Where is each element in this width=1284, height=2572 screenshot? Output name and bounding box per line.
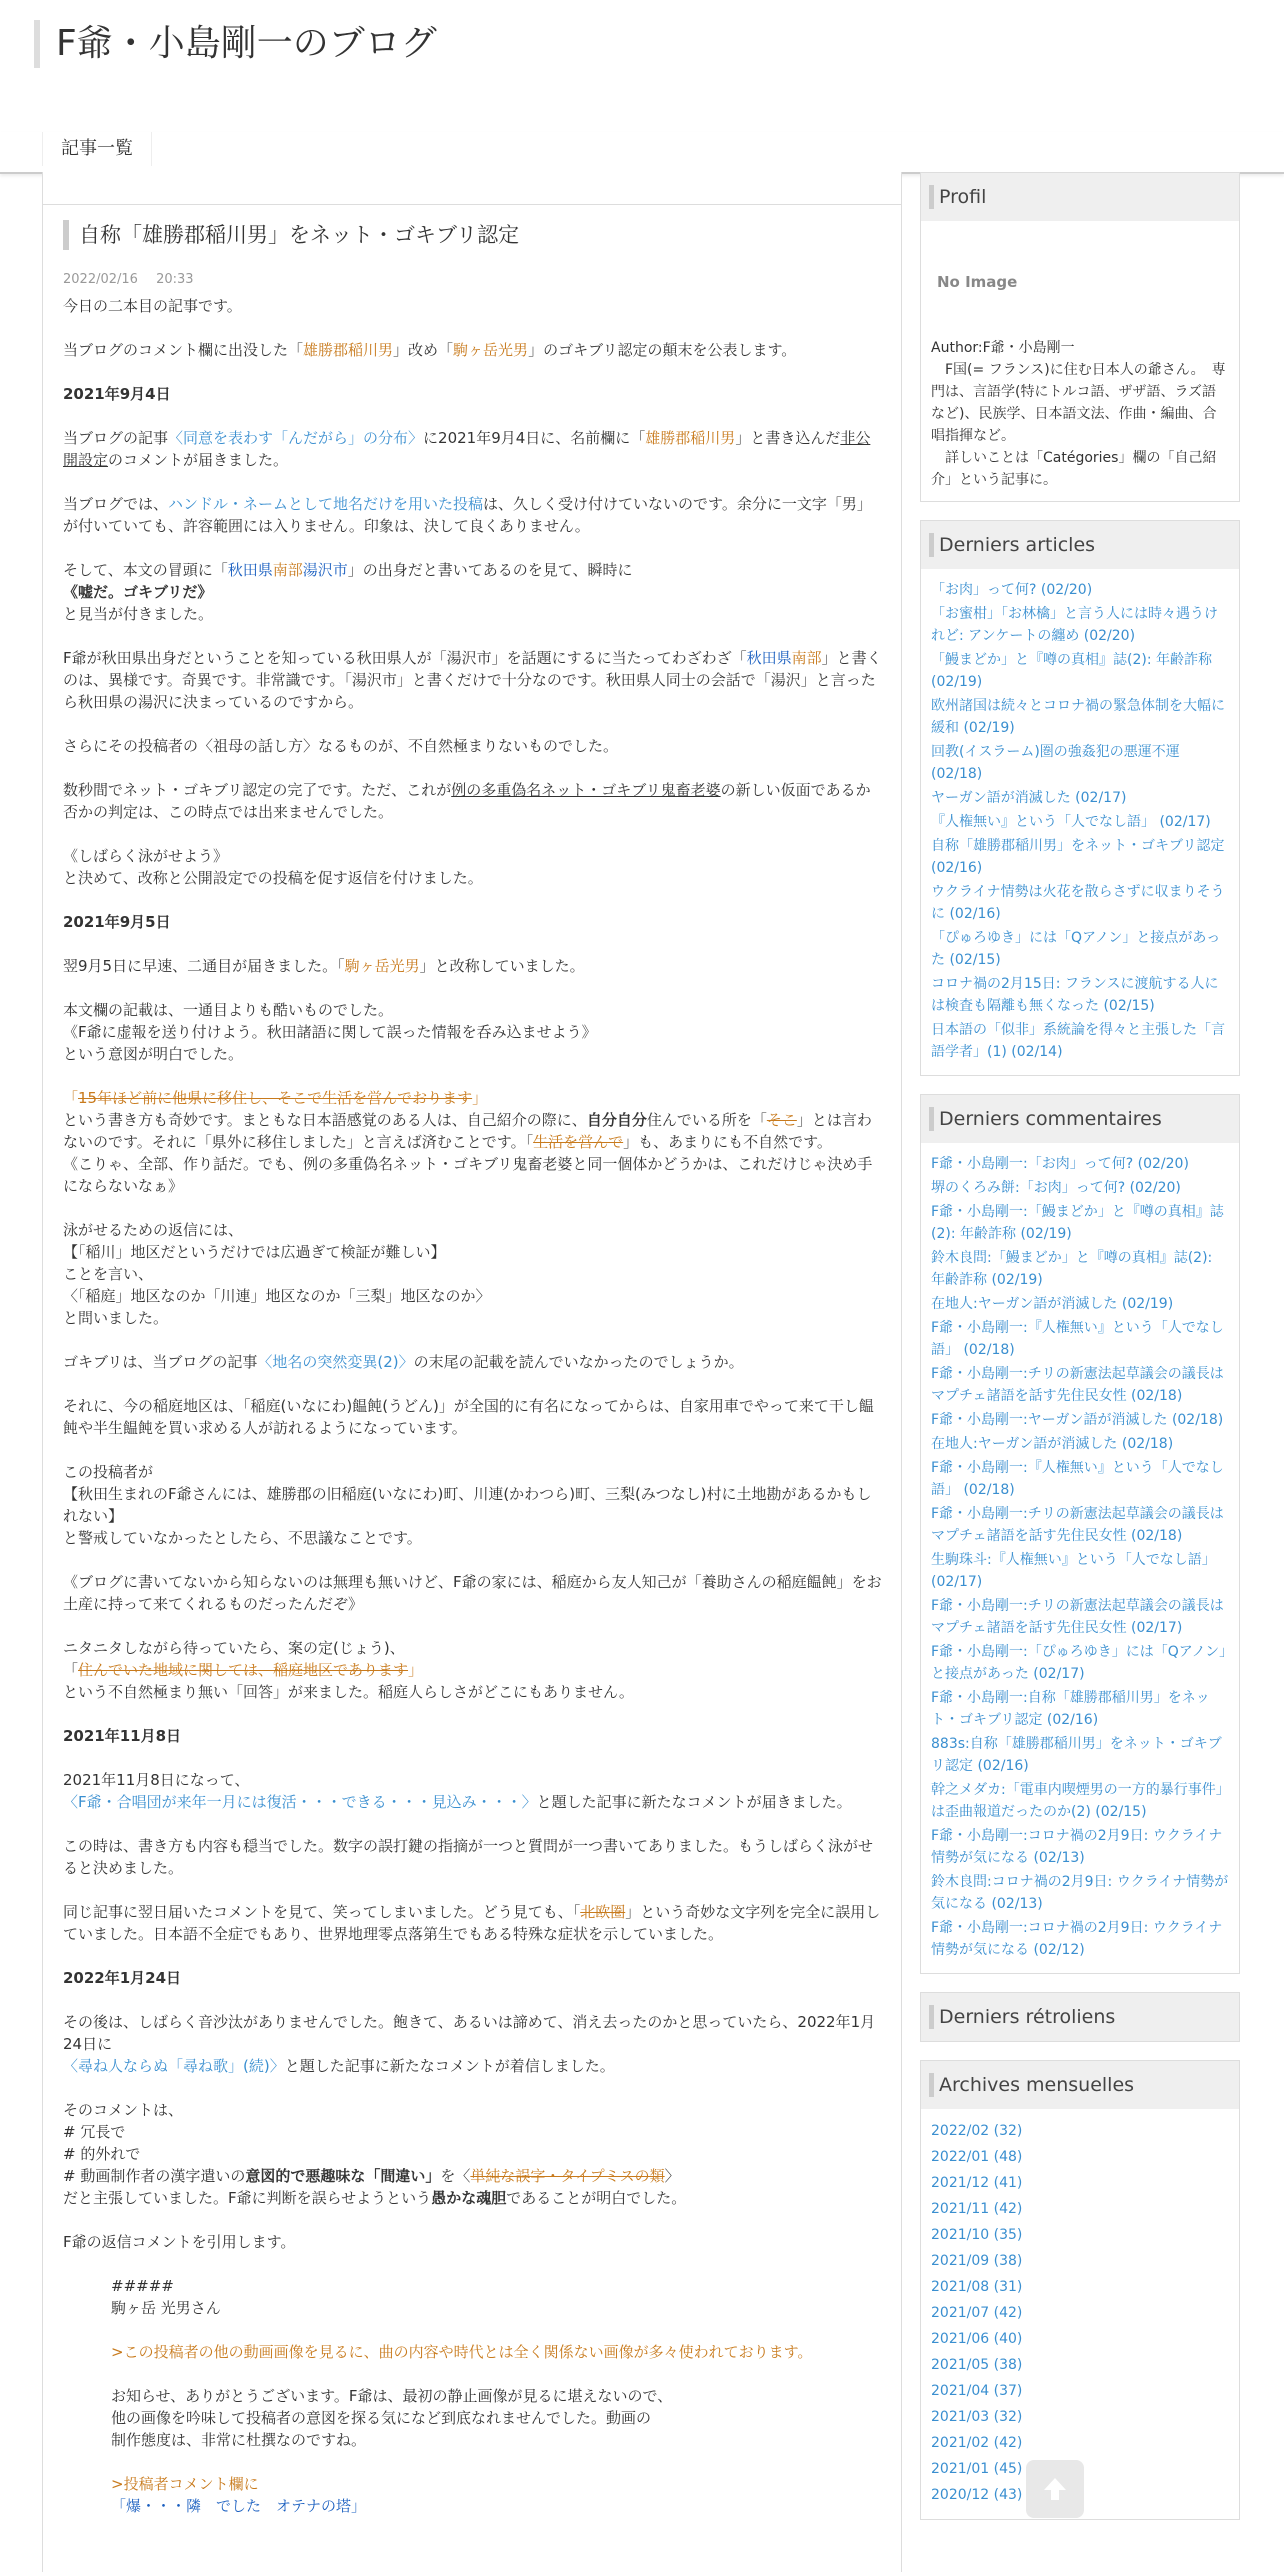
- recent-comment-link[interactable]: 鈴木良問:コロナ禍の2月9日: ウクライナ情勢が気になる (02/13): [931, 1874, 1229, 1912]
- archive-link[interactable]: 2021/09 (38): [931, 2253, 1023, 2269]
- recent-article-link[interactable]: 「ぴゅろゆき」には「Qアノン」と接点があった (02/15): [931, 930, 1221, 968]
- recent-comment-link[interactable]: F爺・小島剛一:チリの新憲法起草議会の議長はマプチェ諸語を話す先住民女性 (02/17): [931, 1598, 1224, 1636]
- blog-title[interactable]: F爺・小島剛一のブログ: [34, 20, 437, 68]
- paragraph: 同じ記事に翌日届いたコメントを見て、笑ってしまいました。どう見ても、「北欧圏」という奇妙な文字列を完全に誤用していました。日本語不全症でもあり、世界地理零点落第生でもある特殊な症状を示していました。: [63, 1903, 881, 1943]
- entry-date-day: 2022/02/16: [63, 272, 138, 287]
- back-to-top-button[interactable]: [1026, 2460, 1084, 2518]
- archive-link[interactable]: 2022/01 (48): [931, 2149, 1023, 2165]
- recent-article-link[interactable]: ヤーガン語が消滅した (02/17): [931, 790, 1127, 806]
- nav-bar: [0, 132, 1284, 174]
- quote-block: >投稿者コメント欄に 「爆・・・隣 でした オテナの塔」: [111, 2475, 367, 2515]
- paragraph: 当ブログの記事〈同意を表わす「んだがら」の分布〉に2021年9月4日に、名前欄に「雄勝郡稲川男」と書き込んだ非公開設定のコメントが届きました。: [63, 429, 871, 469]
- paragraph: F爺の返信コメントを引用します。: [63, 2233, 296, 2251]
- recent-comment-link[interactable]: F爺・小島剛一:『人権無い』という「人でなし語」 (02/18): [931, 1320, 1224, 1358]
- recent-comment-link[interactable]: F爺・小島剛一:『人権無い』という「人でなし語」 (02/18): [931, 1460, 1224, 1498]
- article-link[interactable]: 〈尋ね人ならぬ「尋ね歌」(続)〉: [63, 2057, 285, 2075]
- recent-article-link[interactable]: ウクライナ情勢は火花を散らさずに収まりそうに (02/16): [931, 884, 1225, 922]
- archive-link[interactable]: 2021/03 (32): [931, 2409, 1023, 2425]
- recent-comment-link[interactable]: F爺・小島剛一:ヤーガン語が消滅した (02/18): [931, 1412, 1224, 1428]
- section-date: 2021年11月8日: [63, 1727, 182, 1745]
- paragraph: この時は、書き方も内容も穏当でした。数字の誤打鍵の指摘が一つと質問が一つ書いてありました。もうしばらく泳がせると決めました。: [63, 1837, 874, 1877]
- recent-comment-link[interactable]: 在地人:ヤーガン語が消滅した (02/19): [931, 1296, 1174, 1312]
- recent-article-link[interactable]: 「お肉」って何? (02/20): [931, 582, 1093, 598]
- paragraph: 翌9月5日に早速、二通目が届きました。「駒ヶ岳光男」と改称していました。: [63, 957, 585, 975]
- recent-comment-link[interactable]: F爺・小島剛一:自称「雄勝郡稲川男」をネット・ゴキブリ認定 (02/16): [931, 1690, 1210, 1728]
- archive-link[interactable]: 2021/05 (38): [931, 2357, 1023, 2373]
- entry-date: [63, 272, 883, 287]
- recent-comment-link[interactable]: F爺・小島剛一:「鰻まどか」と『噂の真相』誌(2): 年齢詐称 (02/19): [931, 1204, 1224, 1242]
- entry-body: [63, 295, 883, 2517]
- archive-link[interactable]: 2021/02 (42): [931, 2435, 1023, 2451]
- paragraph: 当ブログのコメント欄に出没した「雄勝郡稲川男」改め「駒ヶ岳光男」のゴキブリ認定の顛末を公表します。: [63, 341, 797, 359]
- nav-item-articles[interactable]: 記事一覧: [42, 132, 152, 166]
- recent-comment-link[interactable]: F爺・小島剛一:コロナ禍の2月9日: ウクライナ情勢が気になる (02/12): [931, 1920, 1223, 1958]
- recent-article-link[interactable]: 『人権無い』という「人でなし語」 (02/17): [931, 814, 1211, 830]
- recent-comment-link[interactable]: 883s:自称「雄勝郡稲川男」をネット・ゴキブリ認定 (02/16): [931, 1736, 1222, 1774]
- profil-box: [920, 172, 1240, 502]
- archive-link[interactable]: 2021/07 (42): [931, 2305, 1023, 2321]
- recent-comments-list: [921, 1143, 1239, 1973]
- main-column: [42, 172, 902, 2572]
- archives-heading: Archives mensuelles: [921, 2061, 1239, 2109]
- paragraph: 今日の二本目の記事です。: [63, 297, 242, 315]
- article-link[interactable]: 〈同意を表わす「んだがら」の分布〉: [168, 429, 424, 447]
- recent-comment-link[interactable]: 生駒珠斗:『人権無い』という「人でなし語」 (02/17): [931, 1552, 1216, 1590]
- archive-link[interactable]: 2021/08 (31): [931, 2279, 1023, 2295]
- arrow-up-icon: [1038, 2472, 1072, 2506]
- profile-image-placeholder: No Image: [937, 273, 1018, 291]
- highlight-name: 雄勝郡稲川男: [303, 341, 394, 359]
- recent-comment-link[interactable]: 幹之メダカ:「電車内喫煙男の一方的暴行事件」は歪曲報道だったのか(2) (02/15): [931, 1782, 1223, 1820]
- section-date: 2021年9月4日: [63, 385, 171, 403]
- recent-comment-link[interactable]: F爺・小島剛一:チリの新憲法起草議会の議長はマプチェ諸語を話す先住民女性 (02/18): [931, 1506, 1224, 1544]
- archives-box: [920, 2060, 1240, 2520]
- paragraph: その後は、しばらく音沙汰がありませんでした。飽きて、あるいは諦めて、消え去ったのかと思っていたら、2022年1月24日に 〈尋ね人ならぬ「尋ね歌」(続)〉と題した記事に新たなコメントが着信しました。: [63, 2013, 876, 2075]
- paragraph: F爺が秋田県出身だということを知っている秋田県人が「湯沢市」を話題にするに当たってわざわざ「秋田県南部」と書くのは、異様です。奇異です。非常識です。「湯沢市」と書くだけで十分なのです。秋田県人同士の会話で「湯沢」と言ったら秋田県の湯沢に決まっているのですから。: [63, 649, 882, 711]
- archive-link[interactable]: 2021/12 (41): [931, 2175, 1023, 2191]
- paragraph: 《しばらく泳がせよう》 と決めて、改称と公開設定での投稿を促す返信を付けました。: [63, 847, 483, 887]
- archive-link[interactable]: 2021/10 (35): [931, 2227, 1023, 2243]
- recent-comment-link[interactable]: 在地人:ヤーガン語が消滅した (02/18): [931, 1436, 1174, 1452]
- recent-articles-box: [920, 520, 1240, 1076]
- recent-comment-link[interactable]: 鈴木良問:「鰻まどか」と『噂の真相』誌(2): 年齢詐称 (02/19): [931, 1250, 1213, 1288]
- recent-articles-list: [921, 569, 1239, 1075]
- paragraph: ゴキブリは、当ブログの記事〈地名の突然変異(2)〉の末尾の記載を読んでいなかったのでしょうか。: [63, 1353, 744, 1371]
- paragraph: 2021年11月8日になって、 〈F爺・合唱団が来年一月には復活・・・できる・・・見込み・・・〉と題した記事に新たなコメントが届きました。: [63, 1771, 852, 1811]
- recent-articles-heading: Derniers articles: [921, 521, 1239, 569]
- quote-block: ##### 駒ヶ岳 光男さん: [111, 2277, 221, 2317]
- profile-text: Author:F爺・小島剛一 F国(= フランス)に住む日本人の爺さん。 専門は、言語学(特にトルコ語、ザザ語、ラズ語など)、民族学、日本語文法、作曲・編曲、合唱指揮など。 詳しいことは「Catégories」欄の「自己紹介」という記事に。: [931, 340, 1226, 488]
- paragraph: 数秒間でネット・ゴキブリ認定の完了です。ただ、これが例の多重偽名ネット・ゴキブリ鬼畜老婆の新しい仮面であるか否かの判定は、この時点では出来ませんでした。: [63, 781, 871, 821]
- profil-heading: Profil: [921, 173, 1239, 221]
- main-top-bar: [43, 172, 901, 205]
- entry: [63, 220, 883, 2517]
- paragraph: 当ブログでは、ハンドル・ネームとして地名だけを用いた投稿は、久しく受け付けていないのです。余分に一文字「男」が付いていても、許容範囲には入りません。印象は、決して良くありません。: [63, 495, 872, 535]
- quote-block: お知らせ、ありがとうございます。F爺は、最初の静止画像が見るに堪えないので、 他の画像を吟味して投稿者の意図を探る気になど到底なれませんでした。動画の 制作態度は、非常に杜撰なのですね。: [111, 2387, 673, 2449]
- paragraph: そのコメントは、 # 冗長で # 的外れで # 動画制作者の漢字遣いの意図的で悪趣味な「間違い」を〈単純な誤字・タイプミスの類〉 だと主張していました。F爺に判断を誤らせようという愚かな魂胆であることが明白でした。: [63, 2101, 687, 2207]
- paragraph: 本文欄の記載は、一通目よりも酷いものでした。 《F爺に虚報を送り付けよう。秋田諸語に関して誤った情報を呑み込ませよう》 という意図が明白でした。: [63, 1001, 597, 1063]
- article-link[interactable]: 〈地名の突然変異(2)〉: [257, 1353, 414, 1371]
- recent-article-link[interactable]: 「鰻まどか」と『噂の真相』誌(2): 年齢詐称 (02/19): [931, 652, 1212, 690]
- entry-date-time: 20:33: [156, 272, 194, 287]
- archive-link[interactable]: 2022/02 (32): [931, 2123, 1023, 2139]
- recent-comment-link[interactable]: 堺のくろみ餅:「お肉」って何? (02/20): [931, 1180, 1181, 1196]
- quote-block: >この投稿者の他の動画画像を見るに、曲の内容や時代とは全く関係ない画像が多々使われております。: [111, 2343, 813, 2361]
- paragraph: この投稿者が 【秋田生まれのF爺さんには、雄勝郡の旧稲庭(いなにわ)町、川連(かわつら)町、三梨(みつなし)村に土地勘があるかもしれない】 と警戒していなかったとしたら、不思議なことです。: [63, 1463, 872, 1547]
- paragraph: ニタニタしながら待っていたら、案の定(じょう)、 「住んでいた地域に関しては、稲庭地区であります」 という不自然極まり無い「回答」が来ました。稲庭人らしさがどこにもありません。: [63, 1639, 634, 1701]
- paragraph: 《ブログに書いてないから知らないのは無理も無いけど、F爺の家には、稲庭から友人知己が「養助さんの稲庭饂飩」をお土産に持って来てくれるものだったんだぞ》: [63, 1573, 882, 1613]
- section-date: 2021年9月5日: [63, 913, 171, 931]
- archive-link[interactable]: 2021/06 (40): [931, 2331, 1023, 2347]
- recent-comment-link[interactable]: F爺・小島剛一:コロナ禍の2月9日: ウクライナ情勢が気になる (02/13): [931, 1828, 1223, 1866]
- section-date: 2022年1月24日: [63, 1969, 182, 1987]
- highlight-name: 駒ヶ岳光男: [453, 341, 529, 359]
- trackbacks-heading: Derniers rétroliens: [921, 1993, 1239, 2041]
- archive-link[interactable]: 2021/01 (45): [931, 2461, 1023, 2477]
- article-link[interactable]: ハンドル・ネームとして地名だけを用いた投稿: [168, 495, 484, 513]
- recent-article-link[interactable]: 欧州諸国は続々とコロナ禍の緊急体制を大幅に緩和 (02/19): [931, 698, 1225, 736]
- recent-article-link[interactable]: 自称「雄勝郡稲川男」をネット・ゴキブリ認定 (02/16): [931, 838, 1225, 876]
- recent-comment-link[interactable]: F爺・小島剛一:チリの新憲法起草議会の議長はマプチェ諸語を話す先住民女性 (02/18): [931, 1366, 1224, 1404]
- recent-article-link[interactable]: 回教(イスラーム)圏の強姦犯の悪運不運 (02/18): [931, 744, 1180, 782]
- blog-header: [0, 0, 1284, 170]
- recent-article-link[interactable]: コロナ禍の2月15日: フランスに渡航する人には検査も隔離も無くなった (02/15): [931, 976, 1219, 1014]
- recent-comment-link[interactable]: F爺・小島剛一:「お肉」って何? (02/20): [931, 1156, 1189, 1172]
- paragraph: そして、本文の冒頭に「秋田県南部湯沢市」の出身だと書いてあるのを見て、瞬時に 《嘘だ。ゴキブリだ》 と見当が付きました。: [63, 561, 633, 623]
- recent-comment-link[interactable]: F爺・小島剛一:「ぴゅろゆき」には「Qアノン」と接点があった (02/17): [931, 1644, 1227, 1682]
- entry-title[interactable]: 自称「雄勝郡稲川男」をネット・ゴキブリ認定: [63, 220, 883, 250]
- trackbacks-box: [920, 1992, 1240, 2042]
- archives-list: [921, 2109, 1239, 2519]
- article-link[interactable]: 〈F爺・合唱団が来年一月には復活・・・できる・・・見込み・・・〉: [63, 1793, 537, 1811]
- paragraph: さらにその投稿者の〈祖母の話し方〉なるものが、不自然極まりないものでした。: [63, 737, 619, 755]
- sidebar: [920, 172, 1240, 2538]
- recent-comments-heading: Derniers commentaires: [921, 1095, 1239, 1143]
- archive-link[interactable]: 2021/04 (37): [931, 2383, 1023, 2399]
- paragraph: それに、今の稲庭地区は、「稲庭(いなにわ)饂飩(うどん)」が全国的に有名になってからは、自家用車でやって来て干し饂飩や半生饂飩を買い求める人が訪れるようになっています。: [63, 1397, 874, 1437]
- archive-link[interactable]: 2021/11 (42): [931, 2201, 1023, 2217]
- paragraph: 「15年ほど前に他県に移住し、そこで生活を営んでおります」 という書き方も奇妙です。まともな日本語感覚のある人は、自己紹介の際に、自分自分住んでいる所を「そこ」とは言わないのです。それに「県外に移住しました」と言えば済むことです。「生活を営んで」も、あまりにも不自然です。 《こりゃ、全部、作り話だ。でも、例の多重偽名ネット・ゴキブリ鬼畜老婆と同一個体かどうかは、これだけじゃ決め手にならないなぁ》: [63, 1089, 873, 1195]
- paragraph: 泳がせるための返信には、 【「稲川」地区だというだけでは広過ぎて検証が難しい】 ことを言い、 〈「稲庭」地区なのか「川連」地区なのか「三梨」地区なのか〉 と問いました。: [63, 1221, 491, 1327]
- recent-article-link[interactable]: 日本語の「似非」系統論を得々と主張した「言語学者」(1) (02/14): [931, 1022, 1225, 1060]
- recent-comments-box: [920, 1094, 1240, 1974]
- archive-link[interactable]: 2020/12 (43): [931, 2487, 1023, 2503]
- recent-article-link[interactable]: 「お蜜柑」「お林檎」と言う人には時々遇うけれど: アンケートの纏め (02/20): [931, 606, 1218, 644]
